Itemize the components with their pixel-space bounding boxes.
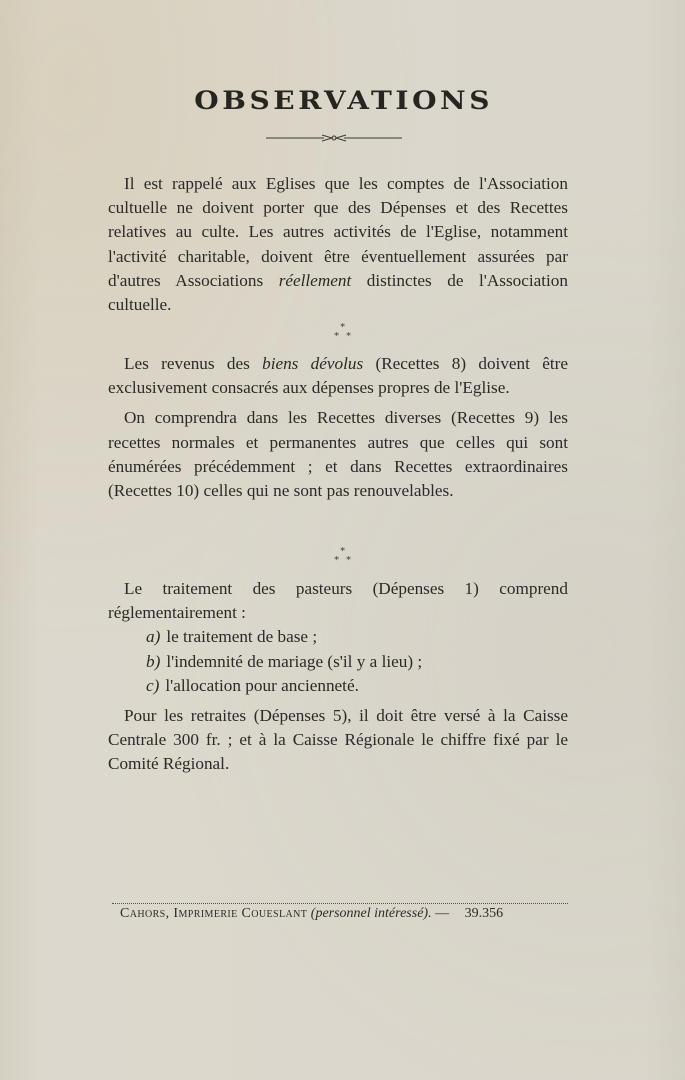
section-recettes bbox=[108, 352, 568, 503]
paragraph-recettes-diverses: On comprendra dans les Recettes diverses (Recettes 9) les recettes normales et permanentes autres que celles qui sont énumérées précédemment ; et dans Recettes extraordinaires (Recettes 10) celles qui ne sont pas renouvelables. bbox=[108, 408, 568, 501]
separator-stars-bottom: ∗ ∗ bbox=[333, 554, 352, 564]
title-ornament-divider bbox=[266, 133, 402, 143]
emphasis-text: réellement bbox=[278, 270, 352, 290]
traitement-list bbox=[108, 625, 568, 698]
section-depenses bbox=[108, 577, 568, 777]
print-number: 39.356 bbox=[464, 906, 504, 921]
paragraph-traitement-intro: Le traitement des pasteurs (Dépenses 1) comprend réglementairement : bbox=[108, 579, 568, 623]
separator-stars-bottom: ∗ ∗ bbox=[333, 330, 352, 340]
list-item: a) le traitement de base ; bbox=[146, 627, 318, 647]
emphasis-text: biens dévolus bbox=[262, 354, 364, 373]
section-separator bbox=[0, 322, 685, 340]
section-separator bbox=[0, 546, 685, 564]
separator-star-top: ∗ bbox=[339, 545, 346, 555]
list-item: c) l'allocation pour ancienneté. bbox=[146, 675, 359, 695]
printer-footer bbox=[120, 906, 570, 922]
paragraph-retraites: Pour les retraites (Dépenses 5), il doit être versé à la Caisse Centrale 300 fr. ; et à la Caisse Régionale le chiffre fixé par le Comité Régional. bbox=[108, 706, 568, 774]
printer-name: Cahors, Imprimerie Coueslant bbox=[120, 906, 308, 921]
separator-star-top: ∗ bbox=[339, 321, 346, 331]
printer-note: (personnel intéressé). bbox=[310, 906, 432, 921]
section-associations bbox=[108, 172, 568, 317]
footer-dash: — bbox=[435, 906, 450, 921]
paragraph-associations: Il est rappelé aux Eglises que les comptes de l'Association cultuelle ne doivent porter que des Dépenses et des Recettes relatives au culte. Les autres activités de l'Eglise, notamment l'activité charitable, doivent être éventuellement assurées par d'autres Associations réellement distinctes de l'Association cultuelle. bbox=[108, 174, 568, 315]
page-title: OBSERVATIONS bbox=[194, 86, 494, 115]
footer-dotted-rule bbox=[112, 903, 568, 904]
list-item: b) l'indemnité de mariage (s'il y a lieu) ; bbox=[146, 651, 423, 671]
paragraph-biens-devolus: Les revenus des biens dévolus (Recettes 8) doivent être exclusivement consacrés aux dépenses propres de l'Eglise. bbox=[108, 354, 568, 398]
